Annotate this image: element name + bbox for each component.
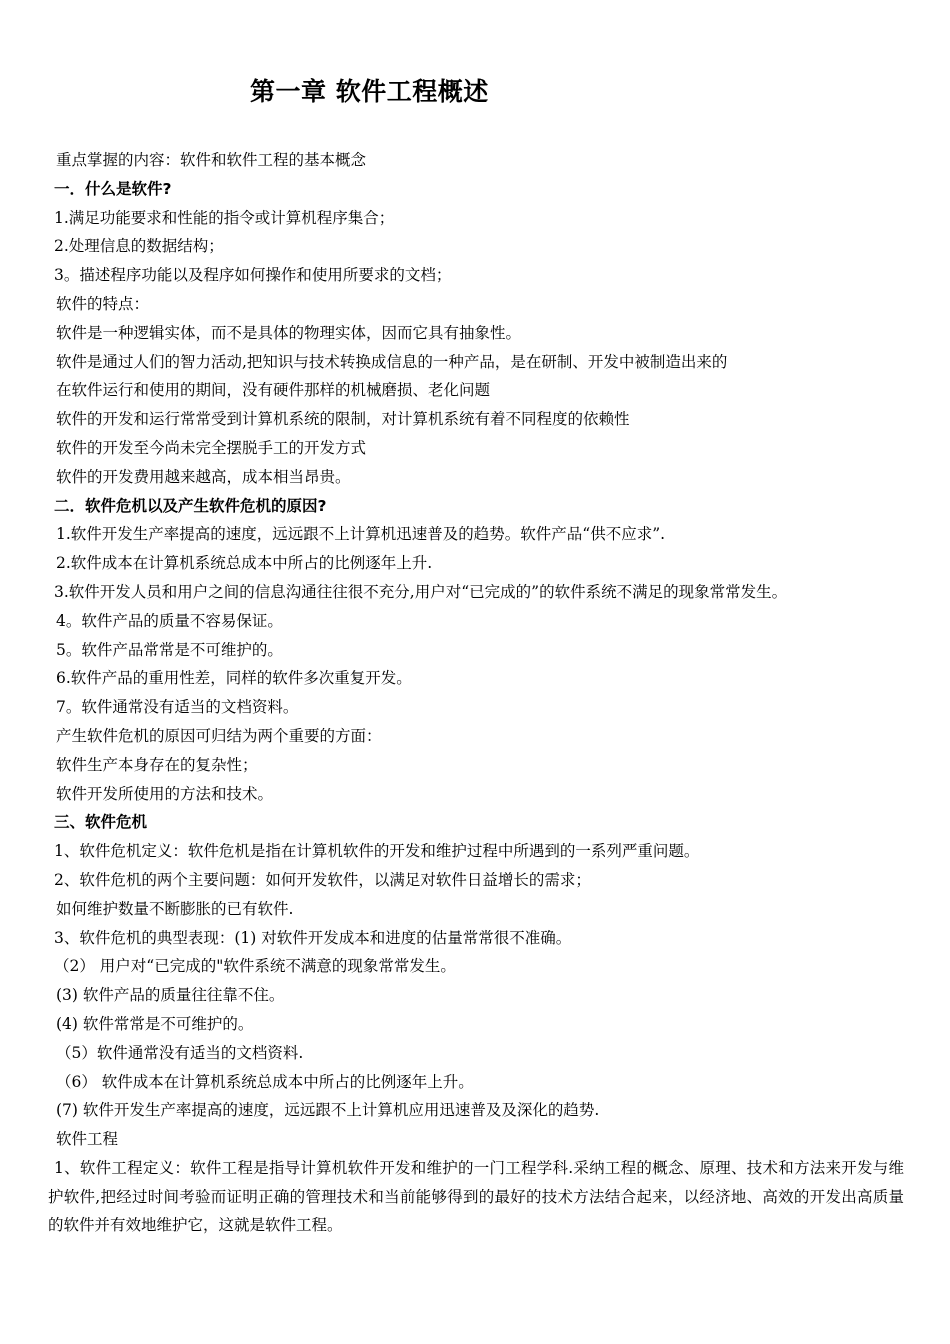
list-item: （2） 用户对“已完成的"软件系统不满意的现象常常发生。 — [54, 957, 456, 976]
paragraph-line: 软件开发所使用的方法和技术。 — [56, 784, 274, 803]
paragraph-line: 软件生产本身存在的复杂性； — [56, 755, 258, 774]
list-item: 6.软件产品的重用性差，同样的软件多次重复开发。 — [56, 669, 412, 688]
list-item: 1.软件开发生产率提高的速度，远远跟不上计算机迅速普及的趋势。软件产品“供不应求”. — [56, 525, 666, 544]
list-item: 3。描述程序功能以及程序如何操作和使用所要求的文档； — [54, 266, 452, 285]
section-heading-1: 一．什么是软件? — [54, 179, 172, 198]
list-item: 7。软件通常没有适当的文档资料。 — [56, 698, 299, 717]
paragraph-line: 软件是通过人们的智力活动,把知识与技术转换成信息的一种产品，是在研制、开发中被制造出来的 — [56, 352, 728, 371]
paragraph-line: 软件的开发费用越来越高，成本相当昂贵。 — [56, 467, 351, 486]
list-item: 1.满足功能要求和性能的指令或计算机程序集合； — [54, 208, 395, 227]
section-heading-3: 三、软件危机 — [54, 813, 148, 832]
list-item: (7) 软件开发生产率提高的速度，远远跟不上计算机应用迅速普及及深化的趋势. — [56, 1101, 600, 1120]
list-item-wrapped: 3.软件开发人员和用户之间的信息沟通往往很不充分,用户对“已完成的”的软件系统不满足的现象常常发生。 — [54, 582, 788, 601]
key-points-line: 重点掌握的内容：软件和软件工程的基本概念 — [56, 151, 367, 169]
subheading-line: 软件的特点： — [56, 294, 150, 313]
list-item: （6） 软件成本在计算机系统总成本中所占的比例逐年上升。 — [56, 1072, 474, 1091]
list-item: 2、软件危机的两个主要问题：如何开发软件，以满足对软件日益增长的需求； — [54, 870, 591, 889]
paragraph-line: 如何维护数量不断膨胀的已有软件. — [56, 899, 294, 918]
paragraph-line: 产生软件危机的原因可归结为两个重要的方面： — [56, 726, 382, 745]
list-item: 3、软件危机的典型表现：(1) 对软件开发成本和进度的估量常常很不准确。 — [54, 928, 572, 947]
paragraph-line: 在软件运行和使用的期间，没有硬件那样的机械磨损、老化问题 — [56, 381, 491, 400]
section-heading-2: 二．软件危机以及产生软件危机的原因? — [54, 496, 327, 515]
list-item: 1、软件危机定义：软件危机是指在计算机软件的开发和维护过程中所遇到的一系列严重问题。 — [54, 842, 700, 861]
list-item: （5）软件通常没有适当的文档资料. — [56, 1043, 304, 1062]
definition-paragraph: 1、软件工程定义：软件工程是指导计算机软件开发和维护的一门工程学科.采纳工程的概念、原理、技术和方法来开发与维护软件,把经过时间考验而证明正确的管理技术和当前能够得到的最好的技术方法结合起来，以经济地、高效的开发出高质量的软件并有效地维护它，这就是软件工程。 — [48, 1158, 904, 1235]
list-item: (4) 软件常常是不可维护的。 — [56, 1014, 254, 1033]
list-item: 4。软件产品的质量不容易保证。 — [56, 611, 283, 630]
paragraph-line: 软件是一种逻辑实体，而不是具体的物理实体，因而它具有抽象性。 — [56, 323, 522, 342]
list-item: 2.软件成本在计算机系统总成本中所占的比例逐年上升. — [56, 554, 433, 573]
subheading-line: 软件工程 — [56, 1130, 119, 1149]
list-item: (3) 软件产品的质量往往靠不住。 — [56, 986, 285, 1005]
paragraph-line: 软件的开发至今尚未完全摆脱手工的开发方式 — [56, 438, 367, 457]
list-item: 5。软件产品常常是不可维护的。 — [56, 640, 283, 659]
document-title: 第一章 软件工程概述 — [250, 77, 489, 106]
list-item: 2.处理信息的数据结构； — [54, 237, 224, 256]
document-body — [0, 146, 950, 1240]
paragraph-line: 软件的开发和运行常常受到计算机系统的限制，对计算机系统有着不同程度的依赖性 — [56, 410, 630, 429]
